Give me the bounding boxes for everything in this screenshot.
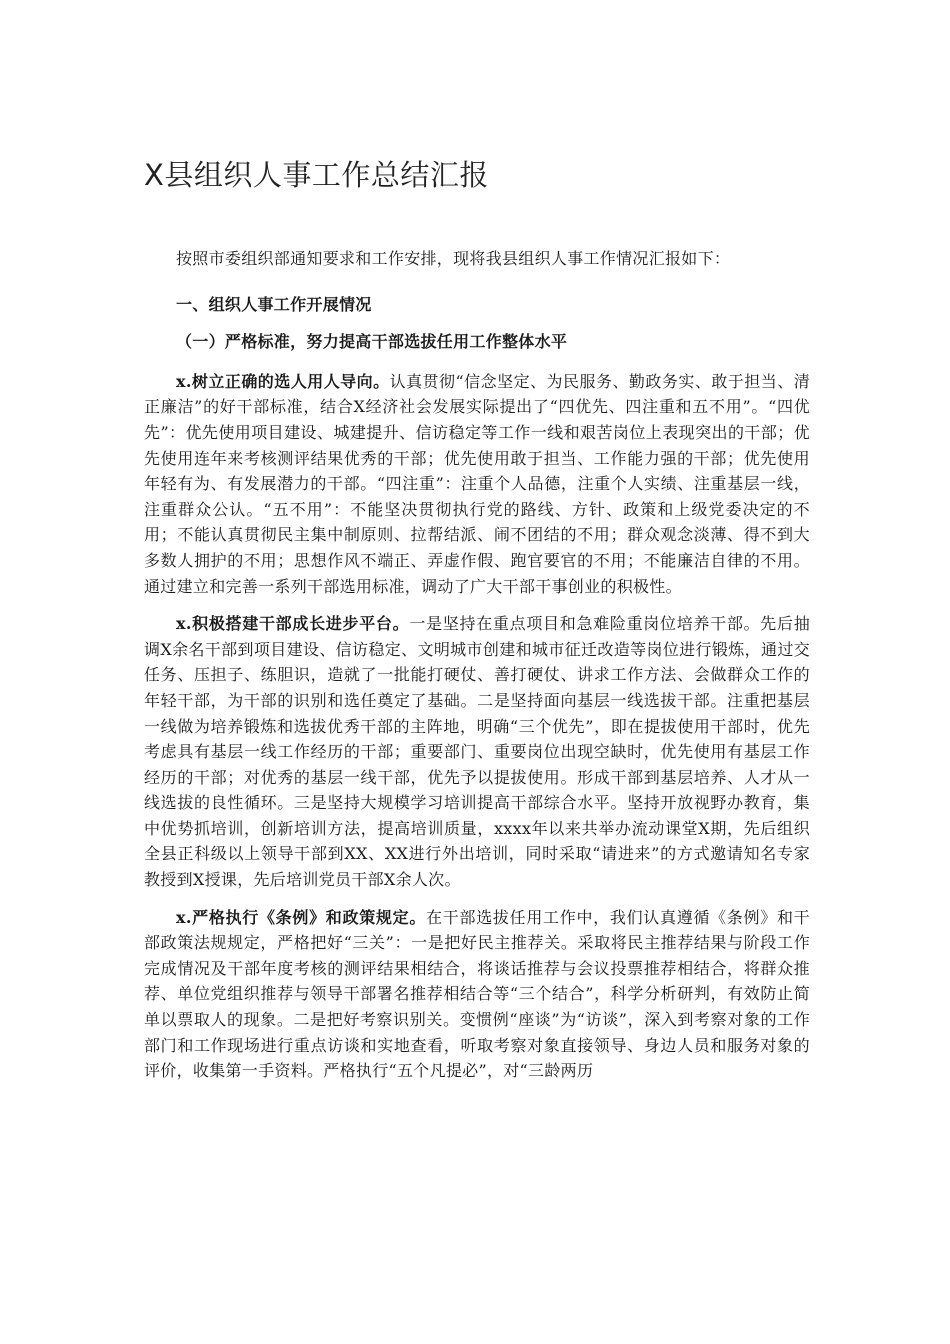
item-1-lead: x.树立正确的选人用人导向。 <box>176 371 390 391</box>
item-1-text: 认真贯彻“信念坚定、为民服务、勤政务实、敢于担当、清正廉洁”的好干部标准，结合X经济社会发展实际提出了“四优先、四注重和五不用”。“四优先”：优先使用项目建设、城建提升、信访稳定等工作一线和艰苦岗位上表现突出的干部；优先使用连年来考核测评结果优秀的干部；优先使用敢于担当、工作能力强的干部；优先使用年轻有为、有发展潜力的干部。“四注重”：注重个人品德，注重个人实绩、注重基层一线，注重群众公认。“五不用”：不能坚决贯彻执行党的路线、方针、政策和上级党委决定的不用；不能认真贯彻民主集中制原则、拉帮结派、闹不团结的不用；群众观念淡薄、得不到大多数人拥护的不用；思想作风不端正、弄虚作假、跑官要官的不用；不能廉洁自律的不用。通过建立和完善一系列干部选用标准，调动了广大干部干事创业的积极性。 <box>144 371 810 596</box>
item-2-lead: x.积极搭建干部成长进步平台。 <box>176 614 410 634</box>
document-body <box>144 246 810 1096</box>
document-title: X县组织人事工作总结汇报 <box>144 158 489 192</box>
subsection-heading: （一）严格标准，努力提高干部选拔任用工作整体水平 <box>176 332 568 352</box>
intro-paragraph: 按照市委组织部通知要求和工作安排，现将我县组织人事工作情况汇报如下： <box>176 249 731 268</box>
paragraph-item-3 <box>144 905 810 1084</box>
paragraph-item-2 <box>144 611 810 893</box>
item-3-lead: x.严格执行《条例》和政策规定。 <box>176 907 427 927</box>
section-heading: 一、组织人事工作开展情况 <box>176 294 372 314</box>
item-3-text: 在干部选拔任用工作中，我们认真遵循《条例》和干部政策法规规定，严格把好“三关”：一是把好民主推荐关。采取将民主推荐结果与阶段工作完成情况及干部年度考核的测评结果相结合，将谈话推荐与会议投票推荐相结合，将群众推荐、单位党组织推荐与领导干部署名推荐相结合等“三个结合”，科学分析研判，有效防止简单以票取人的现象。二是把好考察识别关。变惯例“座谈”为“访谈”，深入到考察对象的工作部门和工作现场进行重点访谈和实地查看，听取考察对象直接领导、身边人员和服务对象的评价，收集第一手资料。严格执行“五个凡提必”，对“三龄两历 <box>144 907 810 1081</box>
paragraph-item-1 <box>144 369 810 599</box>
item-2-text: 一是坚持在重点项目和急难险重岗位培养干部。先后抽调X余名干部到项目建设、信访稳定、文明城市创建和城市征迁改造等岗位进行锻炼，通过交任务、压担子、练胆识，造就了一批能打硬仗、善打硬仗、讲求工作方法、会做群众工作的年轻干部，为干部的识别和选任奠定了基础。二是坚持面向基层一线选拔干部。注重把基层一线做为培养锻炼和选拔优秀干部的主阵地，明确“三个优先”，即在提拔使用干部时，优先考虑具有基层一线工作经历的干部；重要部门、重要岗位出现空缺时，优先使用有基层工作经历的干部；对优秀的基层一线干部，优先予以提拔使用。形成干部到基层培养、人才从一线选拔的良性循环。三是坚持大规模学习培训提高干部综合水平。坚持开放视野办教育，集中优势抓培训，创新培训方法，提高培训质量，xxxx年以来共举办流动课堂X期，先后组织全县正科级以上领导干部到XX、XX进行外出培训，同时采取“请进来”的方式邀请知名专家教授到X授课，先后培训党员干部X余人次。 <box>144 614 810 890</box>
